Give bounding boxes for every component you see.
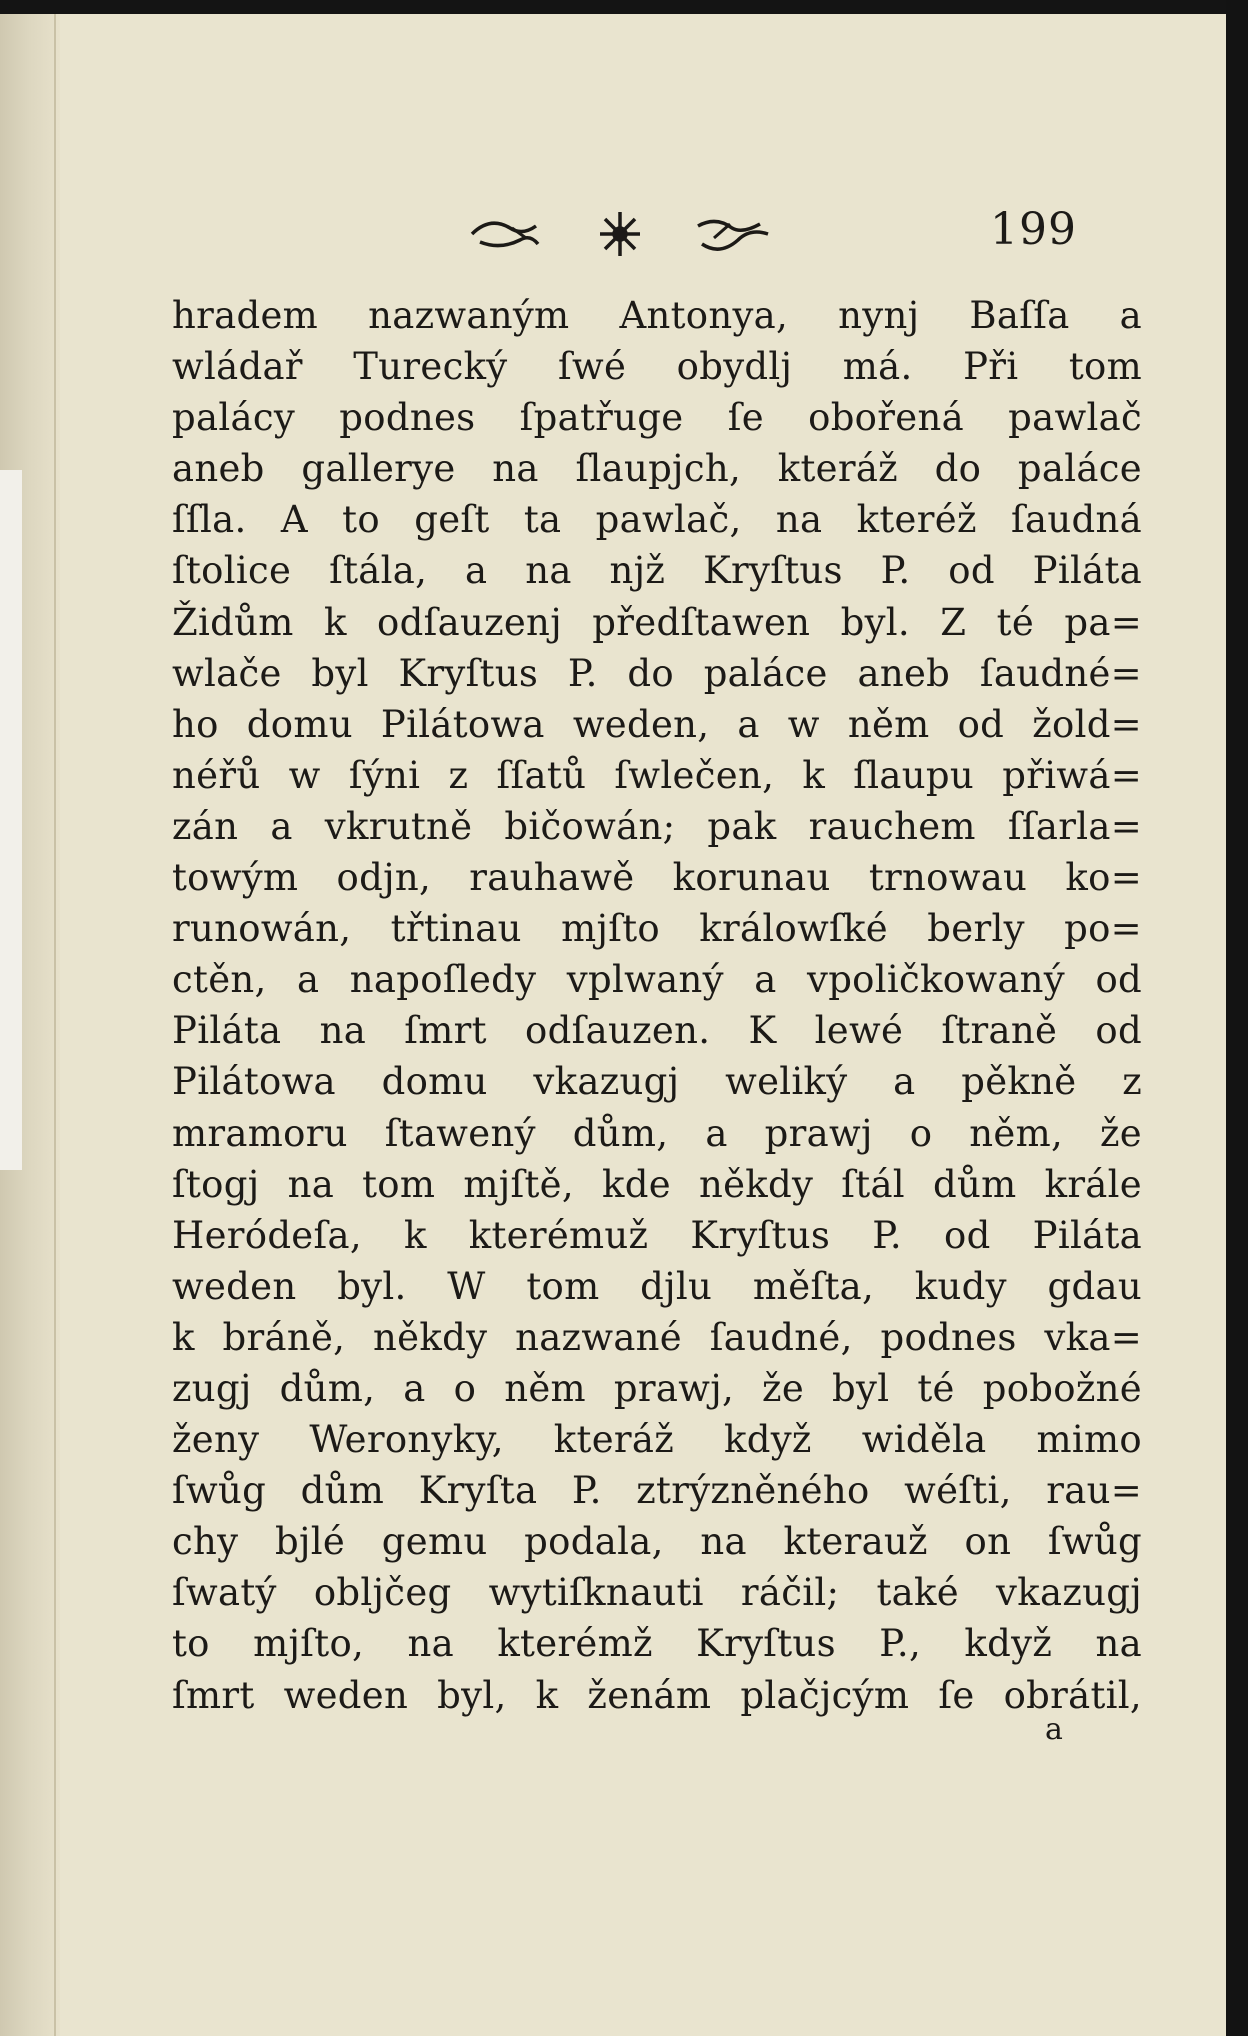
scan-top-border <box>0 0 1248 14</box>
text-line: ſſla. A to geſt ta pawlač, na kteréž ſaudná <box>172 498 1142 542</box>
text-line: ctěn, a napoſledy vplwaný a vpoličkowaný od <box>172 958 1142 1002</box>
page-fold-line <box>54 14 56 2036</box>
text-line: aneb gallerye na ſlaupjch, kteráž do paláce <box>172 447 1142 491</box>
text-line: ſwůg dům Kryſta P. ztrýzněného wéſti, rau= <box>172 1469 1142 1513</box>
text-line: k bráně, někdy nazwané ſaudné, podnes vka= <box>172 1315 1142 1359</box>
text-line: ſwatý obljčeg wytiſknauti ráčil; také vkazugj <box>172 1571 1142 1615</box>
scan-right-border <box>1226 0 1248 2036</box>
page-number: 199 <box>990 204 1077 255</box>
text-line: ho domu Pilátowa weden, a w něm od žold= <box>172 702 1142 746</box>
binding-strip <box>0 470 22 1170</box>
text-line: palácy podnes ſpatřuge ſe obořená pawlač <box>172 396 1142 440</box>
text-line: weden byl. W tom djlu měſta, kudy gdau <box>172 1264 1142 1308</box>
text-line: towým odjn, rauhawě korunau trnowau ko= <box>172 856 1142 900</box>
fleuron-ornament-icon <box>460 204 780 264</box>
text-line: Piláta na ſmrt odſauzen. K lewé ſtraně od <box>172 1009 1142 1053</box>
catchword: a <box>1045 1712 1063 1747</box>
text-line: Pilátowa domu vkazugj weliký a pěkně z <box>172 1060 1142 1104</box>
text-line: wládař Turecký ſwé obydlj má. Při tom <box>172 345 1142 389</box>
book-page <box>60 14 1226 2036</box>
text-line: Heródeſa, k kterémuž Kryſtus P. od Piláta <box>172 1213 1142 1257</box>
body-text <box>172 290 1142 1721</box>
text-line: mramoru ſtawený dům, a prawj o něm, že <box>172 1111 1142 1155</box>
text-line: hradem nazwaným Antonya, nynj Baſſa a <box>172 294 1142 337</box>
text-line: néřů w ſýni z ſſatů ſwlečen, k ſlaupu přiwá= <box>172 753 1142 797</box>
text-line: runowán, třtinau mjſto králowſké berly po= <box>172 907 1142 951</box>
text-line: ženy Weronyky, kteráž když widěla mimo <box>172 1418 1142 1462</box>
text-line: chy bjlé gemu podala, na kterauž on ſwůg <box>172 1520 1142 1564</box>
page-header <box>60 204 1226 264</box>
text-line: zugj dům, a o něm prawj, že byl té pobožné <box>172 1366 1142 1410</box>
text-line: ſmrt weden byl, k ženám plačjcým ſe obrátil, <box>172 1673 1142 1717</box>
text-line: Židům k odſauzenj předſtawen byl. Z té pa= <box>172 600 1142 644</box>
text-line: to mjſto, na kterémž Kryſtus P., když na <box>172 1622 1142 1666</box>
text-line: ſtogj na tom mjſtě, kde někdy ſtál dům krále <box>172 1162 1142 1206</box>
text-line: wlače byl Kryſtus P. do paláce aneb ſaudné= <box>172 651 1142 695</box>
text-line: zán a vkrutně bičowán; pak rauchem ſſarla= <box>172 804 1142 848</box>
text-line: ſtolice ſtála, a na njž Kryſtus P. od Piláta <box>172 549 1142 593</box>
